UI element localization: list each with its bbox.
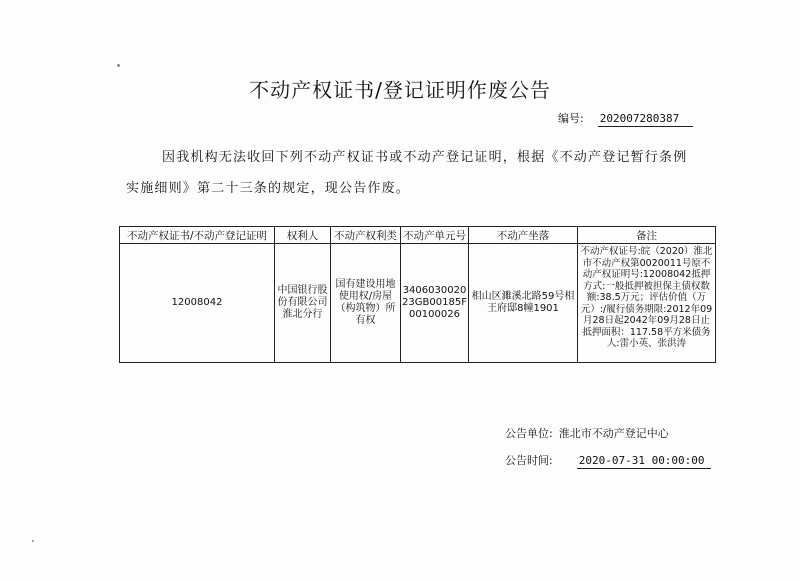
scan-speck xyxy=(32,540,34,542)
cell-right-type: 国有建设用地使用权/房屋（构筑物）所有权 xyxy=(331,244,401,363)
announcement-paragraph xyxy=(126,142,726,204)
serial-value: 202007280387 xyxy=(598,112,693,127)
table-row xyxy=(120,244,716,363)
cell-location: 相山区濉溪北路59号相王府邸8幢1901 xyxy=(469,244,578,363)
header-right-type: 不动产权利类 xyxy=(331,227,401,244)
cell-holder: 中国银行股份有限公司淮北分行 xyxy=(275,244,331,363)
header-location: 不动产坐落 xyxy=(469,227,578,244)
unit-value: 淮北市不动产登记中心 xyxy=(558,427,669,440)
paragraph-line-1: 因我机构无法收回下列不动产权证书或不动产登记证明，根据《不动产登记暂行条例 xyxy=(162,150,688,165)
header-certificate: 不动产权证书/不动产登记证明 xyxy=(120,227,275,244)
header-remarks: 备注 xyxy=(578,227,716,244)
cell-certificate-number: 12008042 xyxy=(120,244,275,363)
serial-label: 编号: xyxy=(558,112,584,125)
scan-speck xyxy=(117,64,120,67)
voided-certificates-table xyxy=(119,226,716,363)
header-unit-number: 不动产单元号 xyxy=(401,227,469,244)
unit-label: 公告单位: xyxy=(505,427,553,440)
paragraph-line-2: 实施细则》第二十三条的规定，现公告作废。 xyxy=(126,181,411,196)
table-header-row xyxy=(120,227,716,244)
announcing-unit xyxy=(505,425,669,441)
serial-number xyxy=(558,110,693,127)
announcement-time xyxy=(505,452,711,469)
time-value: 2020-07-31 00:00:00 xyxy=(577,454,711,469)
cell-remarks: 不动产权证号:皖（2020）淮北市不动产权第0020011号原不动产权证明号:12008042抵押方式:一般抵押被担保主债权数额:38.5万元；评估价值（万元）:/履行债务期限:2012年09月28日起2042年09月28日止抵押面积：117.58平方米债务人:雷小英、张洪涛 xyxy=(578,244,716,363)
document-title: 不动产权证书/登记证明作废公告 xyxy=(249,78,551,102)
time-label: 公告时间: xyxy=(505,454,553,467)
header-holder: 权利人 xyxy=(275,227,331,244)
cell-unit-number: 340603002023GB00185F00100026 xyxy=(401,244,469,363)
